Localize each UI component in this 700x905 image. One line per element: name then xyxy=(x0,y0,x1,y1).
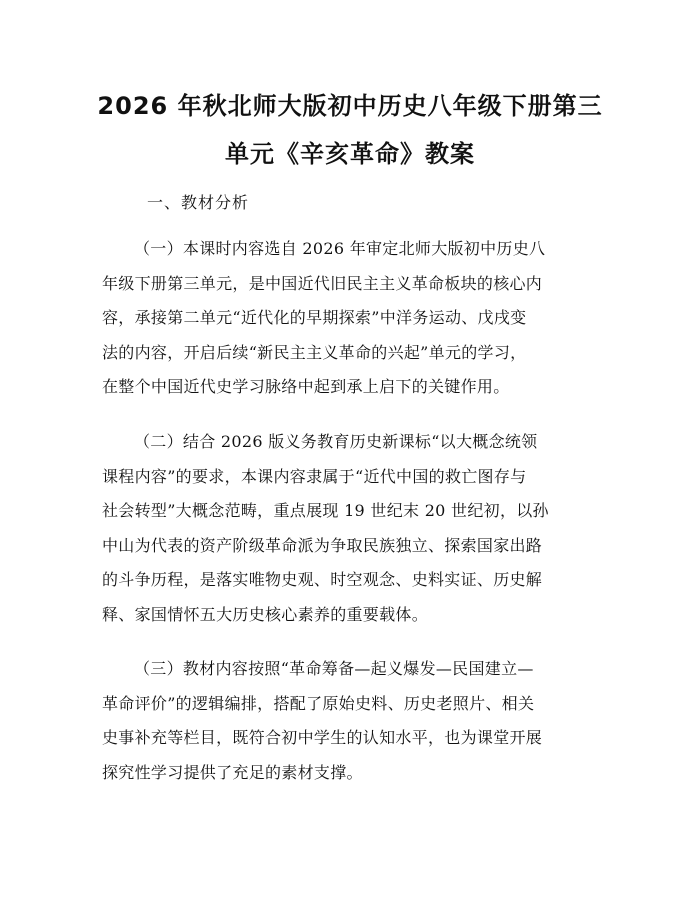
paragraph-2 xyxy=(102,425,602,632)
paragraph-line: 释、家国情怀五大历史核心素养的重要载体。 xyxy=(102,604,429,624)
document-title-line-2: 单元《辛亥革命》教案 xyxy=(225,140,475,168)
paragraph-line: 年级下册第三单元，是中国近代旧民主主义革命板块的核心内 xyxy=(102,273,543,293)
paragraph-line: （一）本课时内容选自 2026 年审定北师大版初中历史八 xyxy=(134,239,546,258)
paragraph-line: 的斗争历程，是落实唯物史观、时空观念、史料实证、历史解 xyxy=(102,570,543,589)
paragraph-line: 法的内容，开启后续“新民主主义革命的兴起”单元的学习， xyxy=(102,342,527,362)
paragraph-3 xyxy=(102,652,602,790)
paragraph-line: 探究性学习提供了充足的素材支撑。 xyxy=(102,762,363,782)
paragraph-line: （二）结合 2026 版义务教育历史新课标“以大概念统领 xyxy=(134,432,538,451)
paragraph-line: （三）教材内容按照“革命筹备—起义爆发—民国建立— xyxy=(134,659,534,678)
document-title-line-1: 2026 年秋北师大版初中历史八年级下册第三 xyxy=(97,92,603,120)
paragraph-line: 中山为代表的资产阶级革命派为争取民族独立、探索国家出路 xyxy=(102,535,543,555)
paragraph-1 xyxy=(102,232,602,405)
paragraph-line: 容，承接第二单元“近代化的早期探索”中洋务运动、戊戌变 xyxy=(102,308,527,327)
paragraph-line: 史事补充等栏目，既符合初中学生的认知水平，也为课堂开展 xyxy=(102,728,543,747)
paragraph-line: 社会转型”大概念范畴，重点展现 19 世纪末 20 世纪初，以孙 xyxy=(102,501,549,520)
paragraph-line: 课程内容”的要求，本课内容隶属于“近代中国的救亡图存与 xyxy=(102,466,527,486)
paragraph-line: 革命评价”的逻辑编排，搭配了原始史料、历史老照片、相关 xyxy=(102,693,535,713)
section-heading: 一、教材分析 xyxy=(147,193,250,212)
paragraph-line: 在整个中国近代史学习脉络中起到承上启下的关键作用。 xyxy=(102,377,510,396)
